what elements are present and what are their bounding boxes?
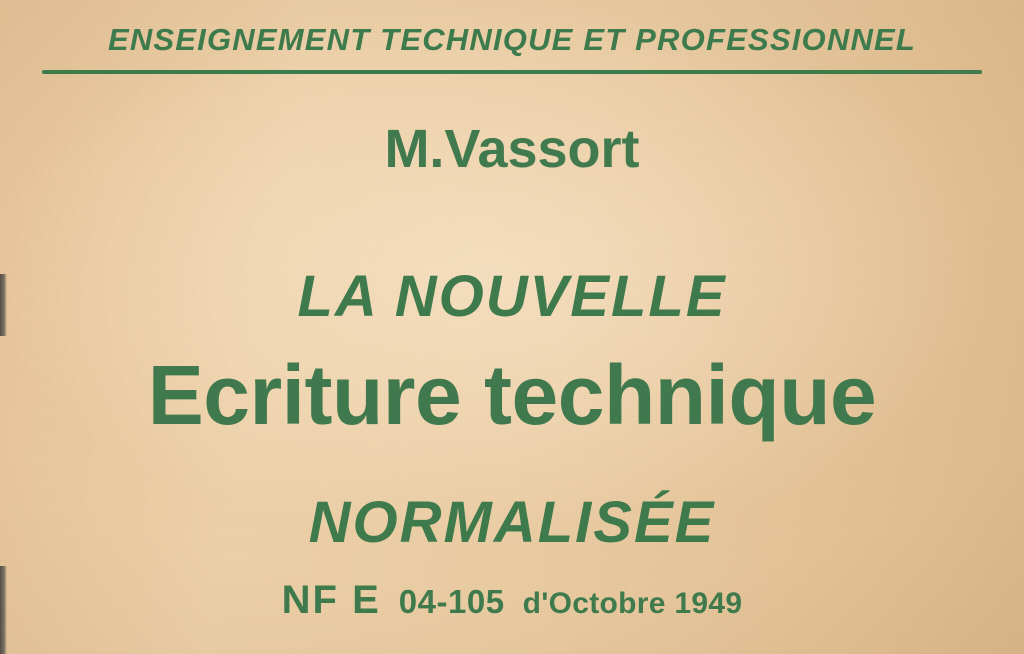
- author-name: M.Vassort: [384, 119, 640, 179]
- standard-date: d'Octobre 1949: [522, 587, 743, 620]
- header-underline-rule: [42, 70, 982, 74]
- series-header: ENSEIGNEMENT TECHNIQUE ET PROFESSIONNEL: [107, 22, 917, 57]
- standard-prefix: NF E: [281, 578, 381, 622]
- page-title: Ecriture technique: [147, 348, 877, 442]
- standard-number: 04-105: [398, 583, 505, 620]
- title-line-lower: NORMALISÉE: [308, 490, 716, 555]
- standard-reference: [0, 578, 1024, 623]
- title-line-upper: LA NOUVELLE: [297, 264, 727, 329]
